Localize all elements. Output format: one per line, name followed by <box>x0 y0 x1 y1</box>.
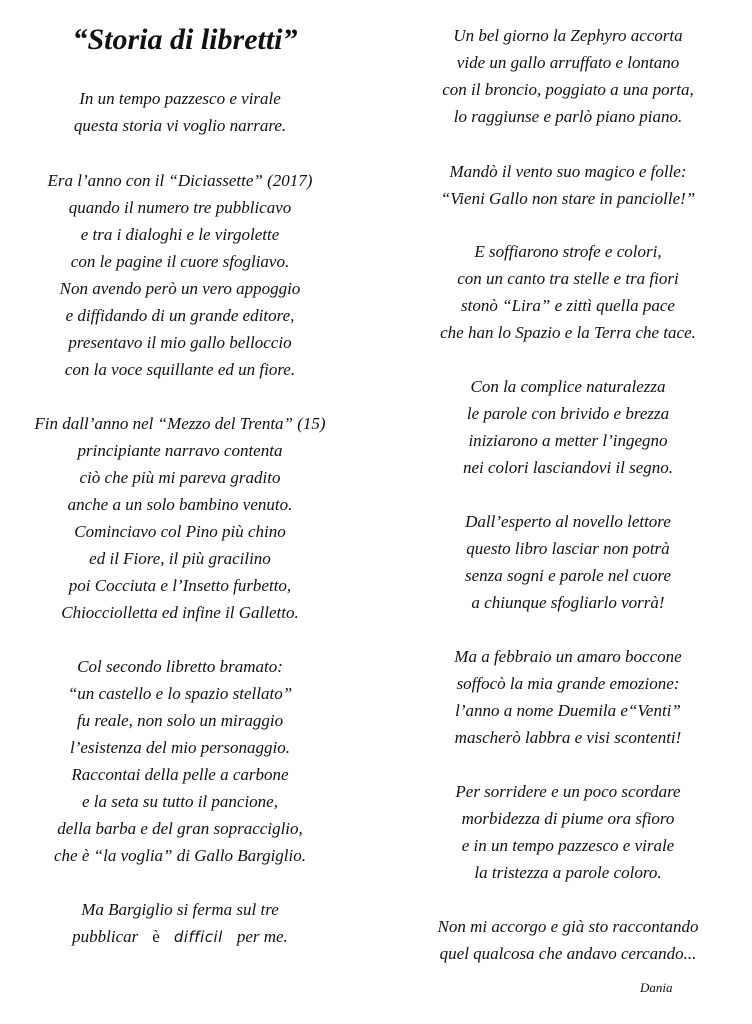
poem-line: le parole con brivido e brezza <box>466 404 670 423</box>
poem-line: poi Cocciuta e l’Insetto furbetto, <box>68 576 292 595</box>
poem-line: a chiunque sfogliarlo vorrà! <box>471 593 665 612</box>
last-line-mid: è <box>152 927 160 946</box>
poem-line: stonò “Lira” e zittì quella pace <box>461 296 675 315</box>
right-stanza-1 <box>392 22 744 130</box>
poem-line: fu reale, non solo un miraggio <box>76 711 284 730</box>
poem-line: l’anno a nome Duemila e“Venti” <box>455 701 681 720</box>
poem-line: vide un gallo arruffato e lontano <box>456 53 680 72</box>
poem-line: Non mi accorgo e già sto raccontando <box>437 917 699 936</box>
poem-line: mascherò labbra e visi scontenti! <box>454 728 682 747</box>
right-stanza-4 <box>392 373 744 481</box>
poem-line: “Vieni Gallo non stare in panciolle!” <box>440 189 696 208</box>
poem-line: l’esistenza del mio personaggio. <box>69 738 291 757</box>
poem-line: Chiocciolletta ed infine il Galletto. <box>61 603 299 622</box>
poem-line: Per sorridere e un poco scordare <box>455 782 681 801</box>
poem-line: Ma Bargiglio si ferma sul tre <box>81 900 279 919</box>
poem-line: ciò che più mi pareva gradito <box>79 468 281 487</box>
right-stanza-7 <box>392 778 744 886</box>
poem-line: soffocò la mia grande emozione: <box>456 674 680 693</box>
left-stanza-2 <box>0 167 360 383</box>
poem-line: con le pagine il cuore sfogliavo. <box>70 252 290 271</box>
poem-line: la tristezza a parole coloro. <box>474 863 662 882</box>
right-stanza-6 <box>392 643 744 751</box>
poem-line: iniziarono a metter l’ingegno <box>468 431 668 450</box>
poem-line: presentavo il mio gallo belloccio <box>68 333 292 352</box>
poem-line: nei colori lasciandovi il segno. <box>462 458 674 477</box>
poem-line: E soffiarono strofe e colori, <box>474 242 662 261</box>
poem-line: che è “la voglia” di Gallo Bargiglio. <box>54 846 306 865</box>
left-stanza-5 <box>0 896 360 951</box>
poem-line: questo libro lasciar non potrà <box>466 539 670 558</box>
poem-line: Mandò il vento suo magico e folle: <box>449 162 687 181</box>
left-stanza-1 <box>0 85 360 139</box>
poem-line: e la seta su tutto il pancione, <box>82 792 278 811</box>
left-stanza-3 <box>0 410 360 626</box>
poem-line: e diffidando di un grande editore, <box>65 306 295 325</box>
poem-line: con un canto tra stelle e tra fiori <box>457 269 679 288</box>
poem-line: principiante narravo contenta <box>77 441 283 460</box>
poem-line: quel qualcosa che andavo cercando... <box>439 944 697 963</box>
poem-line: Raccontai della pelle a carbone <box>71 765 289 784</box>
poem-line: ed il Fiore, il più gracilino <box>89 549 271 568</box>
last-line-start: pubblicar <box>72 927 139 946</box>
poem-line: senza sogni e parole nel cuore <box>464 566 671 585</box>
right-stanza-8 <box>392 913 744 967</box>
poem-line: anche a un solo bambino venuto. <box>67 495 293 514</box>
poem-line: In un tempo pazzesco e virale <box>79 89 281 108</box>
poem-line: e tra i dialoghi e le virgolette <box>80 225 280 244</box>
left-stanza-4 <box>0 653 360 869</box>
poem-line: lo raggiunse e parlò piano piano. <box>453 107 683 126</box>
poem-line: Era l’anno con il “Diciassette” (2017) <box>47 171 313 190</box>
right-stanza-3 <box>392 238 744 346</box>
poem-line: della barba e del gran sopracciglio, <box>57 819 303 838</box>
poem-line: morbidezza di piume ora sfioro <box>461 809 675 828</box>
last-line-word: difficil <box>173 928 223 946</box>
poem-line: quando il numero tre pubblicavo <box>68 198 292 217</box>
poem-line: Non avendo però un vero appoggio <box>59 279 301 298</box>
poem-line: con la voce squillante ed un fiore. <box>64 360 296 379</box>
poem-line: e in un tempo pazzesco e virale <box>461 836 675 855</box>
poem-line: “un castello e lo spazio stellato” <box>67 684 293 703</box>
poem-line: questa storia vi voglio narrare. <box>73 116 287 135</box>
poem-title: “Storia di libretti” <box>72 23 298 56</box>
poem-line: con il broncio, poggiato a una porta, <box>442 80 694 99</box>
signature: Dania <box>640 980 673 995</box>
poem-line: Con la complice naturalezza <box>470 377 666 396</box>
right-stanza-5 <box>392 508 744 616</box>
poem-line: Cominciavo col Pino più chino <box>74 522 286 541</box>
right-stanza-2 <box>392 158 744 212</box>
poem-line: Col secondo libretto bramato: <box>77 657 283 676</box>
last-line-end: per me. <box>236 927 288 946</box>
poem-line: Dall’esperto al novello lettore <box>465 512 671 531</box>
poem-line: che han lo Spazio e la Terra che tace. <box>440 323 696 342</box>
poem-line <box>0 923 360 951</box>
poem-line: Un bel giorno la Zephyro accorta <box>453 26 683 45</box>
poem-line: Ma a febbraio un amaro boccone <box>454 647 682 666</box>
poem-line: Fin dall’anno nel “Mezzo del Trenta” (15) <box>34 414 326 433</box>
